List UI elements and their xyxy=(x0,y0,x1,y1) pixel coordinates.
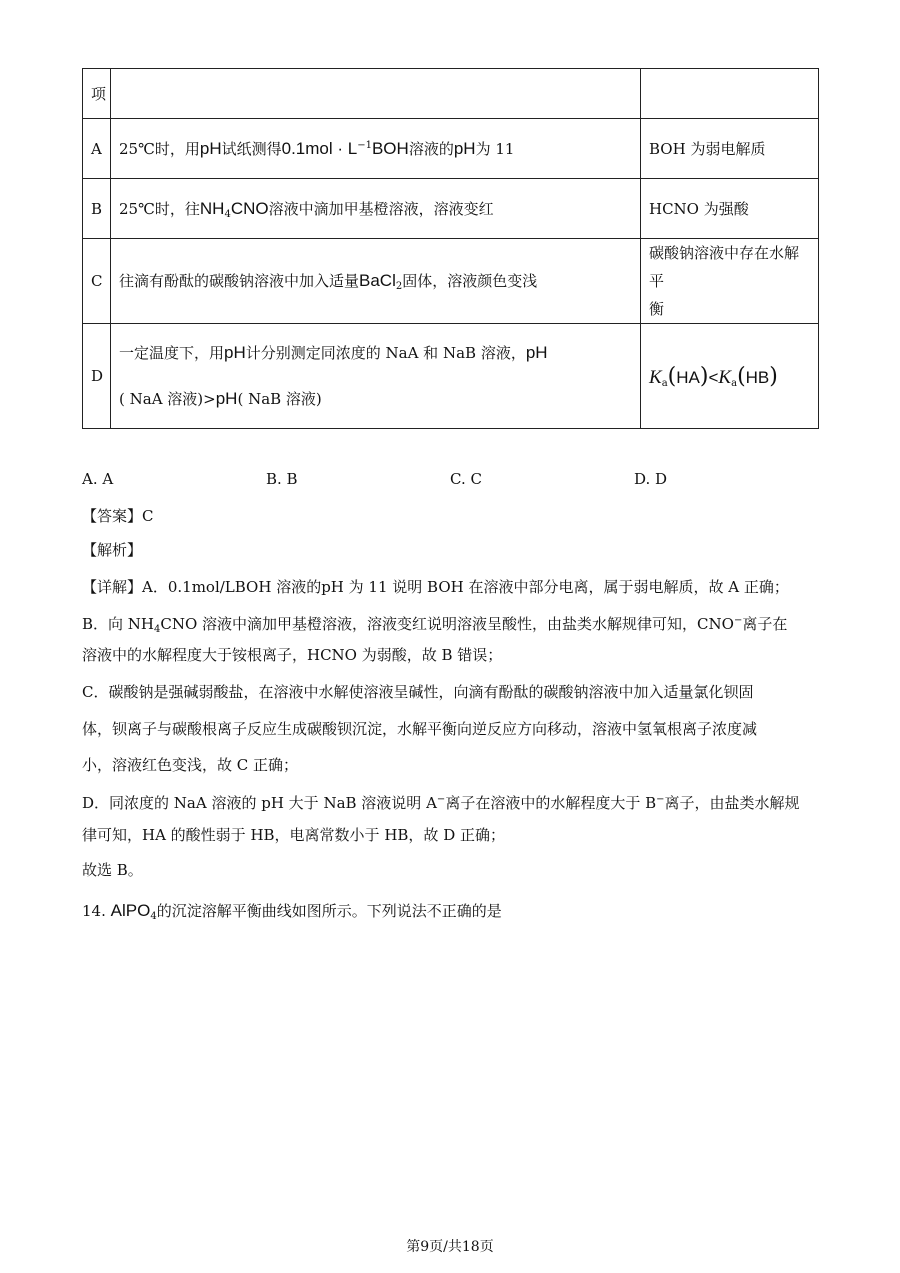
table-row-b xyxy=(83,179,819,239)
row-operation: 25℃时，往$NH_4CNO$溶液中滴加甲基橙溶液，溶液变红 xyxy=(111,179,641,239)
detail-line-1: 【详解】A．0.1mol/LBOH 溶液的pH 为 11 说明 BOH 在溶液中部分电离，属于弱电解质，故 A 正确； xyxy=(82,578,789,596)
header-item-cell: 项 xyxy=(83,69,111,119)
detail-line-2: B．向 $NH_4CNO$ 溶液中滴加甲基橙溶液，溶液变红说明溶液呈酸性，由盐类水解规律可知，CNO−离子在 xyxy=(82,615,788,635)
analysis-label: 【解析】 xyxy=(82,541,143,559)
row-operation: 一定温度下，用pH计分别测定同浓度的 NaA 和 NaB 溶液，pH ( NaA 溶液)>pH( NaB 溶液) xyxy=(111,324,641,429)
answer-line: 【答案】C xyxy=(82,507,154,525)
row-conclusion: 碳酸钠溶液中存在水解平 衡 xyxy=(641,239,819,324)
detail-line-9: 故选 B。 xyxy=(82,861,143,879)
question-14: 14. AlPO$_4$的沉淀溶解平衡曲线如图所示。下列说法不正确的是 xyxy=(82,901,502,922)
page-footer: 第9页/共18页 xyxy=(406,1239,494,1255)
header-conclusion-cell xyxy=(641,69,819,119)
table-row-d xyxy=(83,324,819,429)
header-operation-cell xyxy=(111,69,641,119)
row-label: C xyxy=(83,239,111,324)
detail-line-3: 溶液中的水解程度大于铵根离子，HCNO 为弱酸，故 B 错误； xyxy=(82,646,503,664)
detail-line-6: 小，溶液红色变浅，故 C 正确； xyxy=(82,756,299,774)
detail-line-8: 律可知，HA 的酸性弱于 HB，电离常数小于 HB，故 D 正确； xyxy=(82,826,505,844)
row-conclusion: BOH 为弱电解质 xyxy=(641,119,819,179)
choice-a: A. A xyxy=(82,470,114,488)
table-header-row xyxy=(83,69,819,119)
row-label: A xyxy=(83,119,111,179)
row-conclusion: $K_a(HA)<K_a(HB)$ xyxy=(641,324,819,429)
row-operation: 往滴有酚酞的碳酸钠溶液中加入适量BaCl$_2$固体，溶液颜色变浅 xyxy=(111,239,641,324)
row-conclusion: HCNO 为强酸 xyxy=(641,179,819,239)
table-row-c xyxy=(83,239,819,324)
detail-line-7: D．同浓度的 NaA 溶液的 pH 大于 NaB 溶液说明 A−离子在溶液中的水解程度大于 B−离子，由盐类水解规 xyxy=(82,794,800,812)
row-operation: 25℃时，用pH试纸测得$0.1mol \cdot L^{-1}BOH$溶液的pH为 11 xyxy=(111,119,641,179)
table-row-a xyxy=(83,119,819,179)
choice-b: B. B xyxy=(266,470,298,488)
experiment-table xyxy=(82,68,819,429)
choice-d: D. D xyxy=(634,470,668,488)
choice-c: C. C xyxy=(450,470,482,488)
detail-line-5: 体，钡离子与碳酸根离子反应生成碳酸钡沉淀，水解平衡向逆反应方向移动，溶液中氢氧根离子浓度减 xyxy=(82,720,758,738)
row-label: D xyxy=(83,324,111,429)
row-label: B xyxy=(83,179,111,239)
detail-line-4: C．碳酸钠是强碱弱酸盐，在溶液中水解使溶液呈碱性，向滴有酚酞的碳酸钠溶液中加入适量氯化钡固 xyxy=(82,683,754,701)
